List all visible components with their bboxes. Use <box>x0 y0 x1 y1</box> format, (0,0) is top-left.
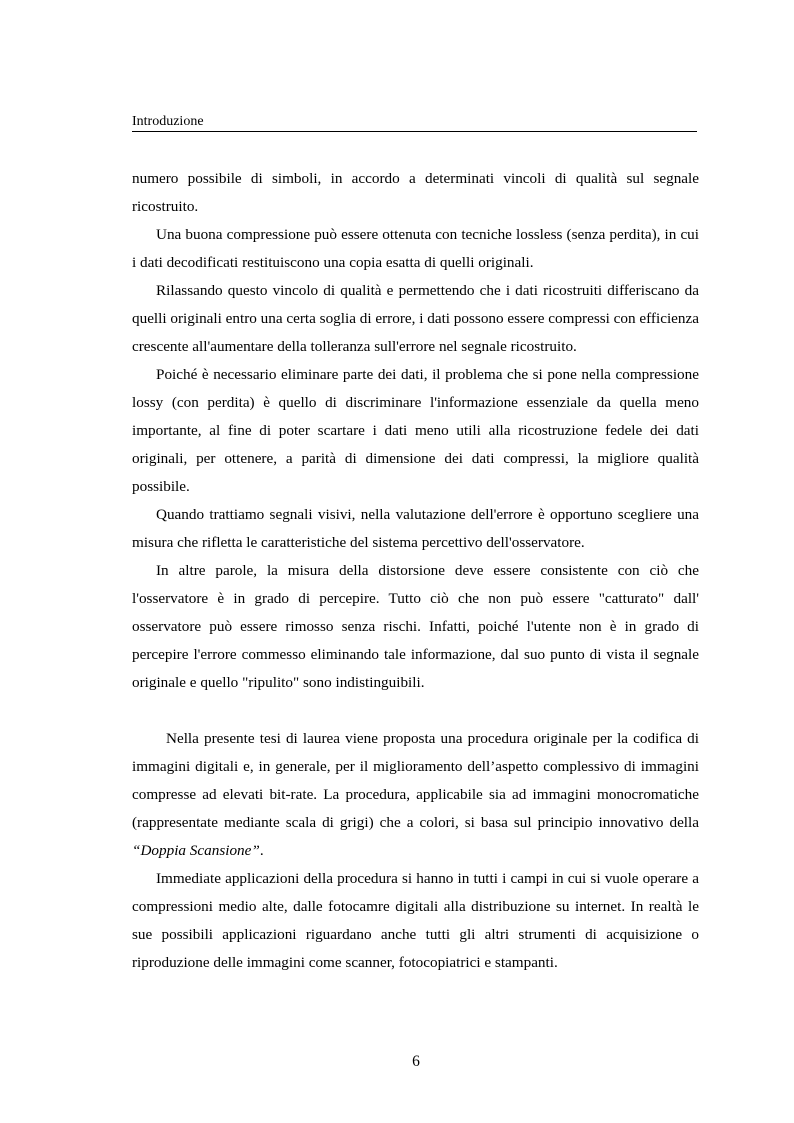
paragraph-thesis-proposal <box>132 725 699 865</box>
paragraph-lossless: Una buona compressione può essere ottenuta con tecniche lossless (senza perdita), in cui i dati decodificati restituiscono una copia esatta di quelli originali. <box>132 226 699 271</box>
header-title: Introduzione <box>132 114 204 129</box>
running-header <box>132 113 697 132</box>
paragraph-lossy: Poiché è necessario eliminare parte dei dati, il problema che si pone nella compressione lossy (con perdita) è quello di discriminare l'informazione essenziale da quella meno importante, al fine di poter scartare i dati meno utili alla ricostruzione fedele dei dati originali, per ottenere, a parità di dimensione dei dati compressi, la migliore qualità possibile. <box>132 366 699 495</box>
thesis-proposal-text: Nella presente tesi di laurea viene proposta una procedura originale per la codifica di immagini digitali e, in generale, per il miglioramento dell’aspetto complessivo di immagini compresse ad elevati bit-rate. La procedura, applicabile sia ad immagini monocromatiche (rappresentate mediante scala di grigi) che a colori, si basa sul principio innovativo della <box>132 730 699 831</box>
paragraph-continuation: numero possibile di simboli, in accordo a determinati vincoli di qualità sul segnale ricostruito. <box>132 170 699 215</box>
paragraph-applications: Immediate applicazioni della procedura si hanno in tutti i campi in cui si vuole operare a compressioni medio alte, dalle fotocamre digitali alla distribuzione su internet. In realtà le sue possibili applicazioni riguardano anche tutti gli altri strumenti di acquisizione o riproduzione delle immagini come scanner, fotocopiatrici e stampanti. <box>132 870 699 971</box>
paragraph-relaxing-constraint: Rilassando questo vincolo di qualità e permettendo che i dati ricostruiti differiscano da quelli originali entro una certa soglia di errore, i dati possono essere compressi con efficienza crescente all'aumentare della tolleranza sull'errore nel segnale ricostruito. <box>132 282 699 355</box>
paragraph-distortion-measure: In altre parole, la misura della distorsione deve essere consistente con ciò che l'osservatore è in grado di percepire. Tutto ciò che non può essere "catturato" dall' osservatore può essere rimosso senza rischi. Infatti, poiché l'utente non è in grado di percepire l'errore commesso eliminando tale informazione, dal suo punto di vista il segnale originale e quello "ripulito" sono indistinguibili. <box>132 562 699 691</box>
doppia-scansione-emphasis: “Doppia Scansione” <box>132 842 260 859</box>
body-text <box>132 165 699 977</box>
paragraph-visual-signals: Quando trattiamo segnali visivi, nella valutazione dell'errore è opportuno scegliere una misura che rifletta le caratteristiche del sistema percettivo dell'osservatore. <box>132 506 699 551</box>
thesis-proposal-end: . <box>259 842 264 859</box>
paragraph-gap <box>132 697 699 725</box>
page-number: 6 <box>412 1053 420 1070</box>
